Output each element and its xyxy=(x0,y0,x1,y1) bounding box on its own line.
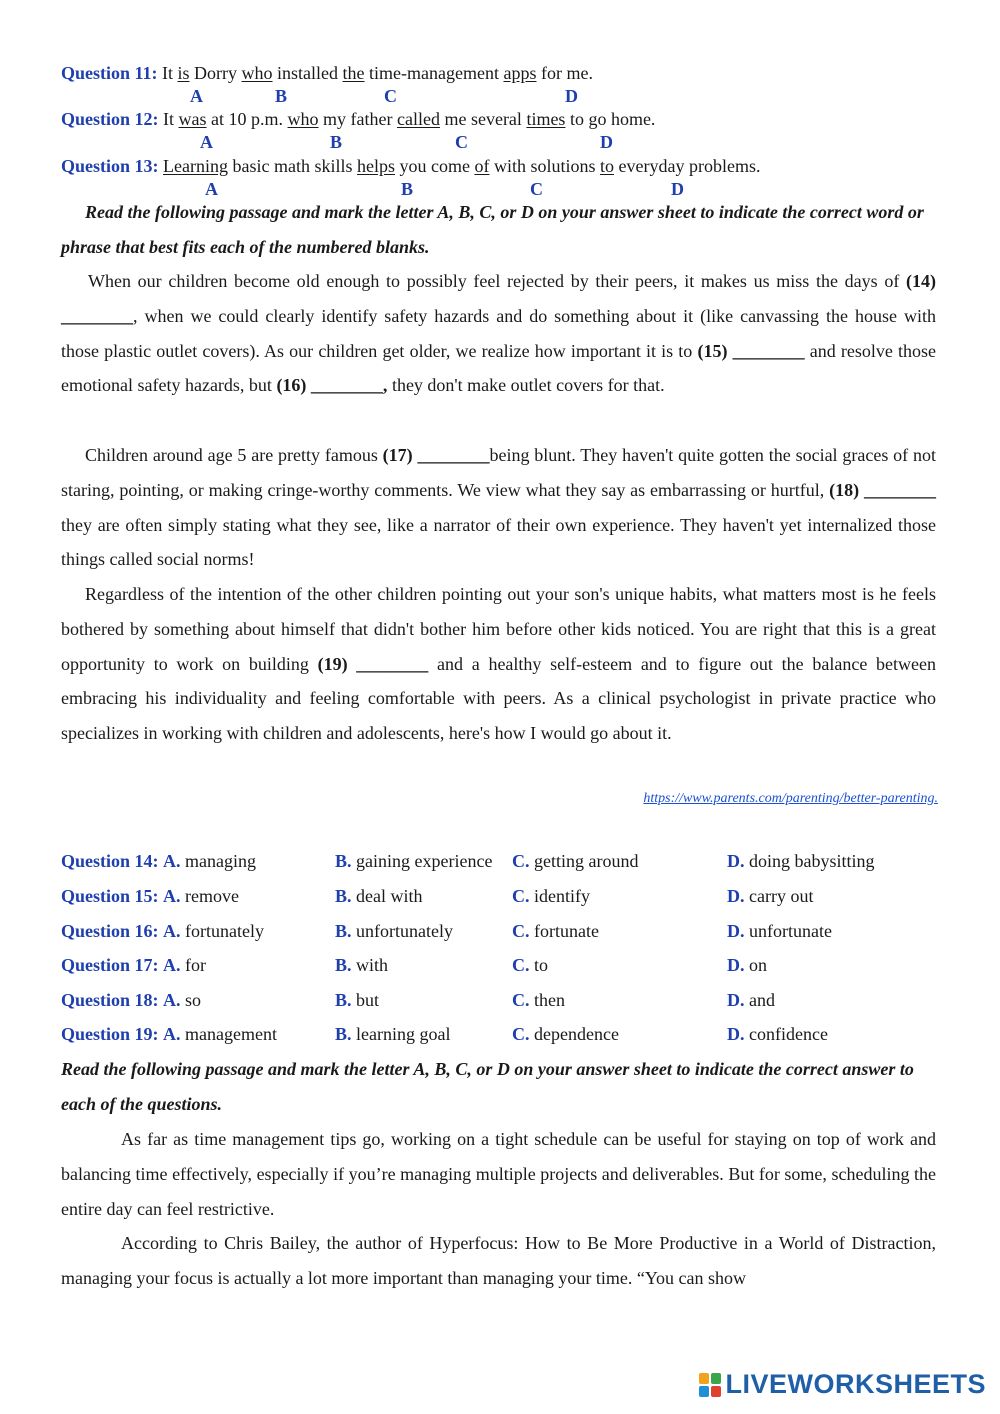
p1-text-1: When our children become old enough to possibly feel rejected by their peers, it makes us miss the days of xyxy=(88,271,906,291)
options-question-15 xyxy=(61,883,941,909)
q11-text-5: for me. xyxy=(536,63,593,83)
q15-key-d: D. xyxy=(727,886,745,906)
q12-option-b-word: who xyxy=(287,109,319,129)
blank-14: (14) ________ xyxy=(61,271,936,326)
q11-letter-a: A xyxy=(190,86,203,106)
q15-key-a: A. xyxy=(163,886,181,906)
liveworksheets-logo[interactable] xyxy=(699,1369,986,1400)
q16-option-c[interactable]: fortunate xyxy=(534,921,599,941)
p2-text-3: they are often simply stating what they see, like a narrator of their own experience. They haven't yet internalized those things called social norms! xyxy=(61,514,936,570)
q17-option-c[interactable]: to xyxy=(534,955,549,975)
passage-1-paragraph-3 xyxy=(61,577,936,751)
q18-option-c[interactable]: then xyxy=(534,990,565,1010)
q19-key-b: B. xyxy=(335,1024,352,1044)
q19-key-c: C. xyxy=(512,1024,530,1044)
blank-19: (19) ________ xyxy=(317,653,429,674)
q15-key-b: B. xyxy=(335,886,352,906)
q12-text-4: me several xyxy=(439,109,527,129)
q11-text-1: It xyxy=(157,63,178,83)
source-link[interactable]: https://www.parents.com/parenting/better-parenting. xyxy=(643,791,938,806)
q15-label: Question 15: xyxy=(61,886,159,906)
q16-key-c: C. xyxy=(512,921,530,941)
q13-option-d-word: to xyxy=(599,156,614,176)
p1-text-4: they don't make outlet covers for that. xyxy=(387,375,665,396)
q13-text-4: with solutions xyxy=(489,156,600,176)
q18-key-c: C. xyxy=(512,990,530,1010)
q15-key-c: C. xyxy=(512,886,530,906)
options-question-19 xyxy=(61,1021,941,1047)
q13-text-3: you come xyxy=(394,156,475,176)
p3-text-2: and a healthy self-esteem and to figure out the balance between embracing his individuality and feeling comfortable with peers. As a clinical psychologist in private practice who specializes in working with children and adolescents, here's how I would go about it. xyxy=(61,653,937,744)
q14-label: Question 14: xyxy=(61,851,159,871)
q13-option-c-word: of xyxy=(474,156,490,176)
options-question-14 xyxy=(61,848,941,874)
q11-text-2: Dorry xyxy=(189,63,242,83)
question-11-letters xyxy=(0,86,1000,106)
q12-option-d-word: times xyxy=(526,109,566,129)
passage-1-paragraph-2 xyxy=(61,438,936,577)
q12-option-a-word: was xyxy=(178,109,207,129)
q14-option-d[interactable]: doing babysitting xyxy=(749,851,875,871)
blank-17: (17) ________ xyxy=(382,445,490,465)
question-13-label: Question 13: xyxy=(61,156,159,176)
options-question-16 xyxy=(61,918,941,944)
q14-option-a[interactable]: managing xyxy=(185,851,256,871)
q12-text-2: at 10 p.m. xyxy=(206,109,288,129)
q12-letter-c: C xyxy=(455,132,468,152)
q13-letter-b: B xyxy=(401,179,414,199)
q11-option-c-word: the xyxy=(342,63,365,83)
q12-letter-b: B xyxy=(330,132,343,152)
q17-key-b: B. xyxy=(335,955,352,975)
q19-key-a: A. xyxy=(163,1024,181,1044)
q19-label: Question 19: xyxy=(61,1024,159,1044)
blank-15: (15) ________ xyxy=(697,340,805,361)
q11-text-4: time-management xyxy=(364,63,504,83)
p2-text-2: being blunt. They haven't quite gotten the social graces of not staring, pointing, or making cringe-worthy comments. We view what they say as embarrassing or hurtful, xyxy=(61,445,936,500)
q11-option-b-word: who xyxy=(241,63,273,83)
q18-option-b[interactable]: but xyxy=(356,990,380,1010)
q18-key-a: A. xyxy=(163,990,181,1010)
q12-text-3: my father xyxy=(318,109,397,129)
q18-key-d: D. xyxy=(727,990,745,1010)
q18-option-d[interactable]: and xyxy=(749,990,775,1010)
q12-letter-d: D xyxy=(600,132,613,152)
q18-label: Question 18: xyxy=(61,990,159,1010)
q18-option-a[interactable]: so xyxy=(185,990,202,1010)
q14-key-a: A. xyxy=(163,851,181,871)
q17-option-a[interactable]: for xyxy=(185,955,207,975)
q13-text-2: basic math skills xyxy=(227,156,357,176)
q14-key-d: D. xyxy=(727,851,745,871)
q14-option-c[interactable]: getting around xyxy=(534,851,639,871)
q16-option-b[interactable]: unfortunately xyxy=(356,921,453,941)
liveworksheets-logo-text: LIVEWORKSHEETS xyxy=(725,1369,986,1399)
q17-label: Question 17: xyxy=(61,955,159,975)
q12-option-c-word: called xyxy=(396,109,440,129)
question-12-letters xyxy=(0,132,1000,152)
q11-letter-b: B xyxy=(275,86,288,106)
q13-option-a-word: Learning xyxy=(163,156,228,176)
instruction-cloze: Read the following passage and mark the letter A, B, C, or D on your answer sheet to indicate the correct word or phrase that best fits each of the numbered blanks. xyxy=(61,202,924,257)
question-11-label: Question 11: xyxy=(61,63,158,83)
q16-key-b: B. xyxy=(335,921,352,941)
q16-key-a: A. xyxy=(163,921,181,941)
q19-option-b[interactable]: learning goal xyxy=(356,1024,451,1044)
q16-option-a[interactable]: fortunately xyxy=(185,921,264,941)
question-12 xyxy=(61,108,655,130)
q16-option-d[interactable]: unfortunate xyxy=(749,921,832,941)
q13-letter-a: A xyxy=(205,179,218,199)
q19-option-c[interactable]: dependence xyxy=(534,1024,619,1044)
q13-letter-d: D xyxy=(671,179,684,199)
options-question-18 xyxy=(61,987,941,1013)
q12-letter-a: A xyxy=(200,132,213,152)
passage-1-paragraph-1 xyxy=(61,264,936,403)
q15-option-d[interactable]: carry out xyxy=(749,886,814,906)
q11-option-d-word: apps xyxy=(503,63,537,83)
q11-option-a-word: is xyxy=(177,63,190,83)
question-13 xyxy=(61,155,760,177)
q14-key-c: C. xyxy=(512,851,530,871)
q17-key-d: D. xyxy=(727,955,745,975)
q11-text-3: installed xyxy=(272,63,343,83)
q17-option-b[interactable]: with xyxy=(356,955,389,975)
liveworksheets-logo-icon xyxy=(699,1373,721,1397)
p3-text-1: Regardless of the intention of the other children pointing out your son's unique habits, what matters most is he feels bothered by something about himself that didn't bother him before other kids noticed. You are right that this is a great opportunity to work on building xyxy=(61,584,936,674)
p2-text-1: Children around age 5 are pretty famous xyxy=(85,445,383,465)
q19-option-a[interactable]: management xyxy=(185,1024,277,1044)
p1-text-3: and resolve those emotional safety hazards, but xyxy=(61,340,936,396)
q15-option-c[interactable]: identify xyxy=(534,886,590,906)
q13-option-b-word: helps xyxy=(356,156,395,176)
q18-key-b: B. xyxy=(335,990,352,1010)
q16-key-d: D. xyxy=(727,921,745,941)
blank-16: (16) ________, xyxy=(276,375,388,396)
q17-key-a: A. xyxy=(163,955,181,975)
question-12-label: Question 12: xyxy=(61,109,159,129)
q13-text-5: everyday problems. xyxy=(614,156,761,176)
passage-2-paragraph-1: As far as time management tips go, working on a tight schedule can be useful for staying on top of work and balancing time effectively, especially if you’re managing multiple projects and deliverables. But for some, scheduling the entire day can feel restrictive. xyxy=(61,1129,936,1219)
q17-option-d[interactable]: on xyxy=(749,955,767,975)
q12-text-5: to go home. xyxy=(565,109,656,129)
q15-option-b[interactable]: deal with xyxy=(356,886,423,906)
q13-letter-c: C xyxy=(530,179,543,199)
q17-key-c: C. xyxy=(512,955,530,975)
q11-letter-d: D xyxy=(565,86,578,106)
q14-key-b: B. xyxy=(335,851,352,871)
q14-option-b[interactable]: gaining experience xyxy=(356,851,493,871)
instruction-reading: Read the following passage and mark the letter A, B, C, or D on your answer sheet to indicate the correct answer to each of the questions. xyxy=(61,1059,914,1114)
q19-option-d[interactable]: confidence xyxy=(749,1024,828,1044)
passage-2-paragraph-2: According to Chris Bailey, the author of Hyperfocus: How to Be More Productive in a World of Distraction, managing your focus is actually a lot more important than managing your time. “You can show xyxy=(61,1233,936,1288)
q12-text-1: It xyxy=(158,109,179,129)
q15-option-a[interactable]: remove xyxy=(185,886,239,906)
q19-key-d: D. xyxy=(727,1024,745,1044)
question-11 xyxy=(61,62,593,84)
blank-18: (18) ________ xyxy=(829,479,936,500)
p1-text-2: , when we could clearly identify safety hazards and do something about it (like canvassing the house with those plastic outlet covers). As our children get older, we realize how important it is to xyxy=(61,305,936,361)
options-question-17 xyxy=(61,952,941,978)
q16-label: Question 16: xyxy=(61,921,159,941)
q11-letter-c: C xyxy=(384,86,397,106)
